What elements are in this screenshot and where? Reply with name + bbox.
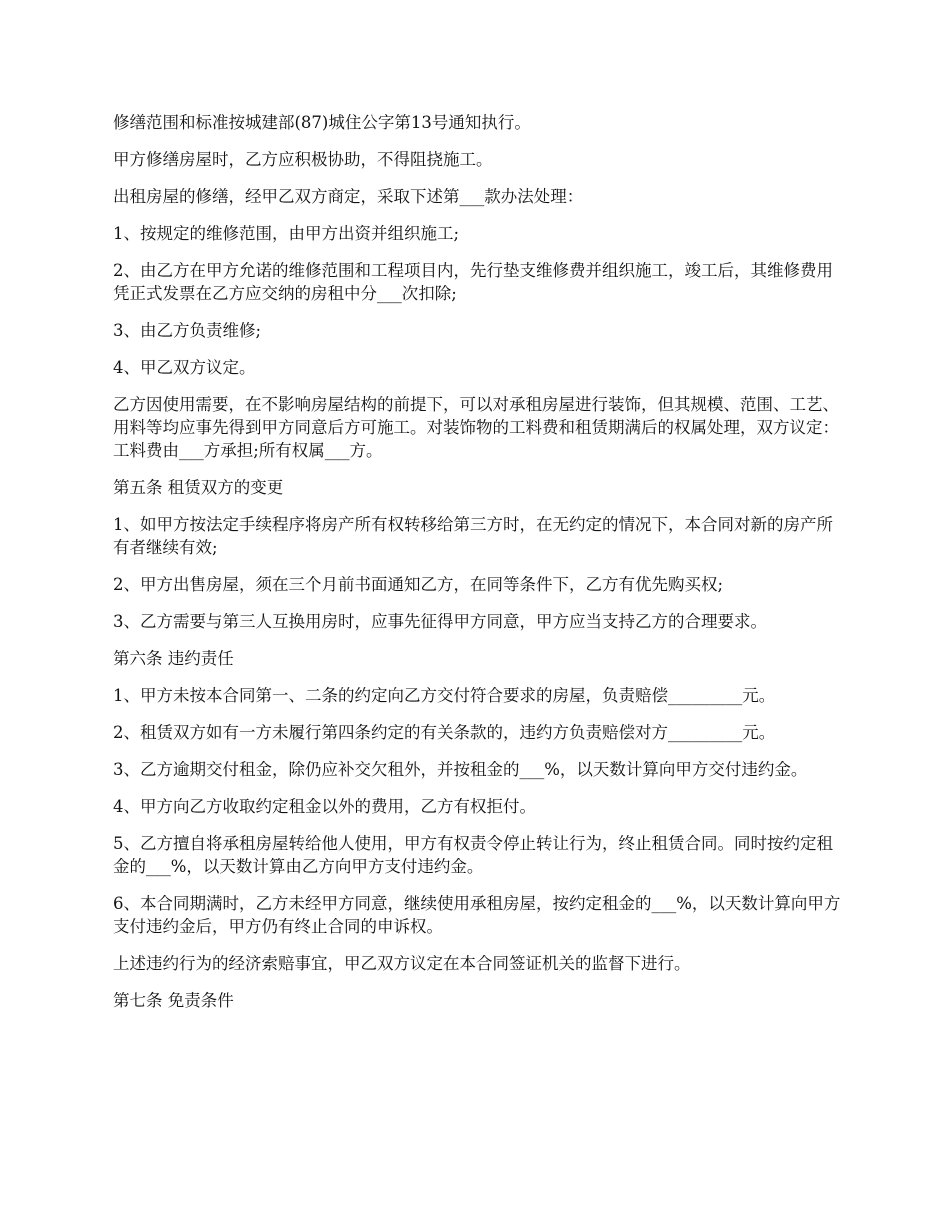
paragraph-liability-3: 3、乙方逾期交付租金，除仍应补交欠租外，并按租金的___%，以天数计算向甲方交付违约金。: [113, 760, 808, 779]
section-heading-article-6: 第六条 违约责任: [113, 649, 234, 668]
section-heading-article-7: 第七条 免责条件: [113, 991, 234, 1010]
paragraph-liability-summary: 上述违约行为的经济索赔事宜，甲乙双方议定在本合同签证机关的监督下进行。: [113, 954, 691, 973]
paragraph-repair-option-3: 3、由乙方负责维修;: [113, 321, 262, 340]
paragraph-repair-option-4: 4、甲乙双方议定。: [113, 358, 256, 377]
section-heading-article-5: 第五条 租赁双方的变更: [113, 478, 284, 497]
paragraph-repair-cooperation: 甲方修缮房屋时，乙方应积极协助，不得阻挠施工。: [113, 150, 493, 169]
paragraph-decoration: 乙方因使用需要，在不影响房屋结构的前提下，可以对承租房屋进行装饰，但其规模、范围、工艺、用料等均应事先得到甲方同意后方可施工。对装饰物的工料费和租赁期满后的权属处理，双方议定：工料费由___方承担;所有权属___方。: [113, 395, 839, 460]
paragraph-repair-scope: 修缮范围和标准按城建部(87)城住公字第13号通知执行。: [113, 113, 531, 132]
paragraph-liability-1: 1、甲方未按本合同第一、二条的约定向乙方交付符合要求的房屋，负责赔偿_________元。: [113, 686, 776, 705]
paragraph-liability-6: 6、本合同期满时，乙方未经甲方同意，继续使用承租房屋，按约定租金的___%，以天数计算向甲方支付违约金后，甲方仍有终止合同的申诉权。: [113, 894, 841, 936]
paragraph-liability-5: 5、乙方擅自将承租房屋转给他人使用，甲方有权责令停止转让行为，终止租赁合同。同时按约定租金的___%，以天数计算由乙方向甲方支付违约金。: [113, 834, 833, 876]
paragraph-change-1: 1、如甲方按法定手续程序将房产所有权转移给第三方时，在无约定的情况下，本合同对新的房产所有者继续有效;: [113, 515, 833, 557]
paragraph-liability-4: 4、甲方向乙方收取约定租金以外的费用，乙方有权拒付。: [113, 797, 536, 816]
paragraph-liability-2: 2、租赁双方如有一方未履行第四条约定的有关条款的，违约方负责赔偿对方_________元。: [113, 723, 776, 742]
document-body: [113, 111, 848, 1026]
paragraph-change-3: 3、乙方需要与第三人互换用房时，应事先征得甲方同意，甲方应当支持乙方的合理要求。: [113, 612, 767, 631]
paragraph-repair-method: 出租房屋的修缮，经甲乙双方商定，采取下述第___款办法处理：: [113, 187, 584, 206]
paragraph-change-2: 2、甲方出售房屋，须在三个月前书面通知乙方，在同等条件下，乙方有优先购买权;: [113, 575, 724, 594]
paragraph-repair-option-2: 2、由乙方在甲方允诺的维修范围和工程项目内，先行垫支维修费并组织施工，竣工后，其维修费用凭正式发票在乙方应交纳的房租中分___次扣除;: [113, 261, 833, 303]
paragraph-repair-option-1: 1、按规定的维修范围，由甲方出资并组织施工;: [113, 224, 460, 243]
